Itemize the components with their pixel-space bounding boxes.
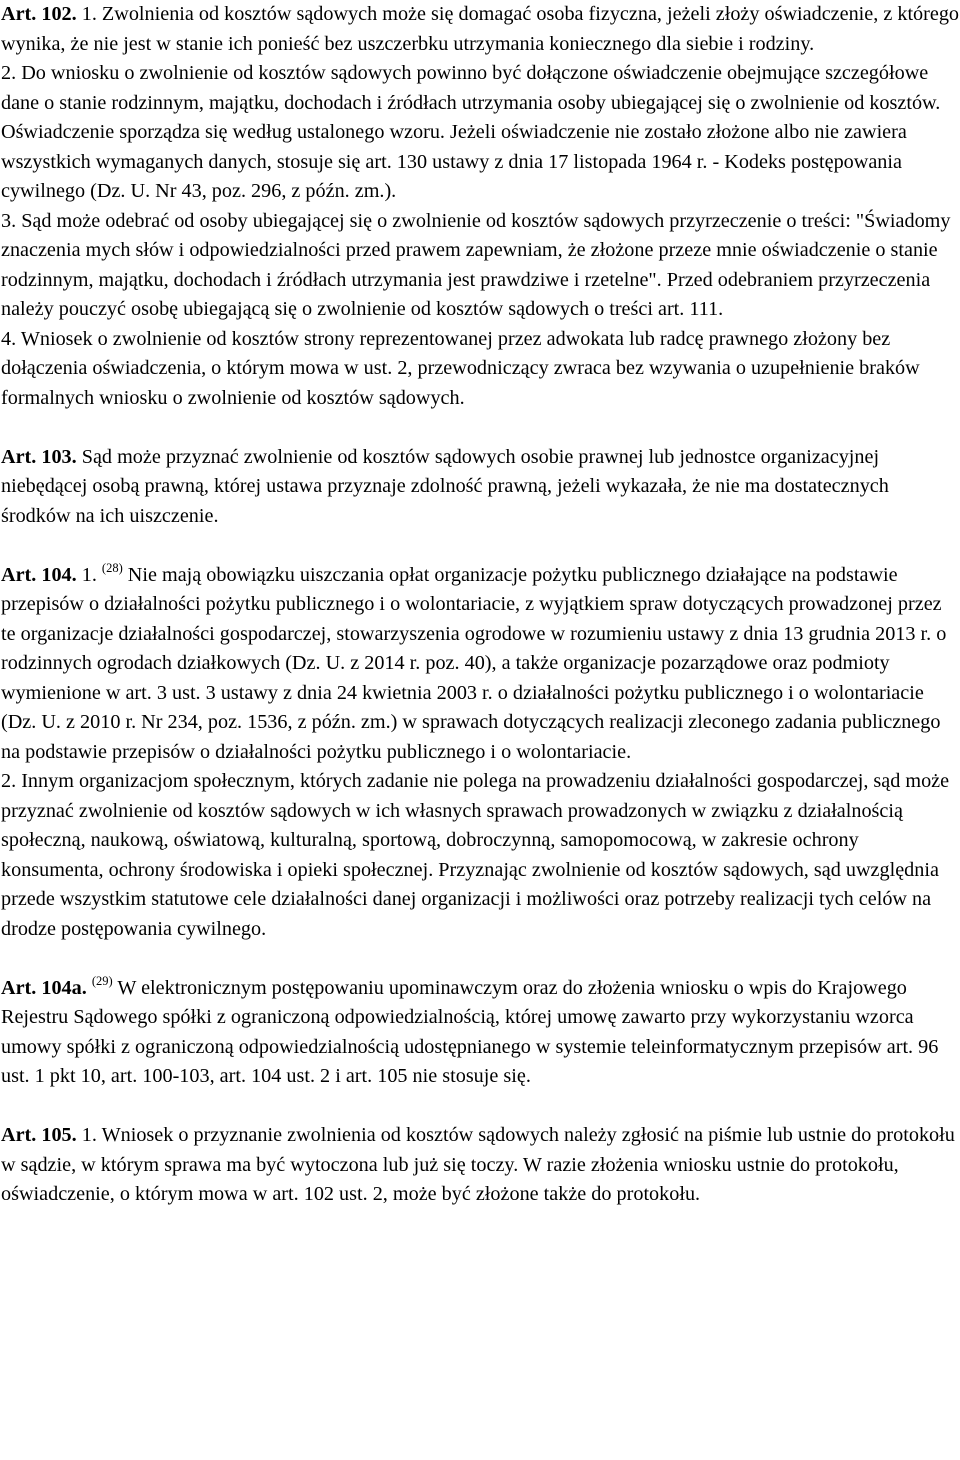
art-102-paragraph-4 xyxy=(1,325,959,414)
paragraph-text: Wniosek o przyznanie zwolnienia od kosztów sądowych należy zgłosić na piśmie lub ustnie do protokołu w sądzie, w którym sprawa ma być wytoczona lub już się toczy. W razie złożenia wniosku ustnie do protokołu, oświadczenie, o którym mowa w art. 102 ust. 2, może być złożone także do protokołu. xyxy=(1,1124,955,1205)
art-102-paragraph-2 xyxy=(1,59,959,207)
art-103-paragraph xyxy=(1,443,959,532)
footnote-marker: (29) xyxy=(91,973,113,988)
paragraph-text: Wniosek o zwolnienie od kosztów strony reprezentowanej przez adwokata lub radcę prawnego złożony bez dołączenia oświadczenia, o którym mowa w ust. 2, przewodniczący zwraca bez wzywania o uzupełnienie braków formalnych wniosku o zwolnienie od kosztów sądowych. xyxy=(1,327,920,409)
art-104-paragraph-2 xyxy=(1,767,959,944)
paragraph-number: 2. xyxy=(1,62,17,84)
art-104a-paragraph xyxy=(1,974,959,1092)
paragraph-number: 1. xyxy=(81,563,97,586)
article-label: Art. 105. xyxy=(1,1124,77,1146)
article-label: Art. 102. xyxy=(1,3,77,25)
paragraph-text: W elektronicznym postępowaniu upominawczym oraz do złożenia wniosku o wpis do Krajowego Rejestru Sądowego spółki z ograniczoną odpowiedzialnością, której umowę zawarto przy wykorzystaniu wzorca umowy spółki z ograniczoną odpowiedzialnością udostępnianego w systemie teleinformatycznym przepisów art. 96 ust. 1 pkt 10, art. 100-103, art. 104 ust. 2 i art. 105 nie stosuje się. xyxy=(1,976,939,1087)
article-label: Art. 104a. xyxy=(1,976,87,999)
paragraph-text: Do wniosku o zwolnienie od kosztów sądowych powinno być dołączone oświadczenie obejmujące szczegółowe dane o stanie rodzinnym, majątku, dochodach i źródłach utrzymania osoby ubiegającej się o zwolnienie od kosztów. Oświadczenie sporządza się według ustalonego wzoru. Jeżeli oświadczenie nie zostało złożone albo nie zawiera wszystkich wymaganych danych, stosuje się art. 130 ustawy z dnia 17 listopada 1964 r. - Kodeks postępowania cywilnego (Dz. U. Nr 43, poz. 296, z późn. zm.). xyxy=(1,62,941,202)
art-102-paragraph-1 xyxy=(1,0,959,59)
art-102-paragraph-3 xyxy=(1,207,959,325)
paragraph-number: 4. xyxy=(1,327,17,350)
article-label: Art. 103. xyxy=(1,445,77,468)
paragraph-text: Sąd może przyznać zwolnienie od kosztów sądowych osobie prawnej lub jednostce organizacyjnej niebędącej osobą prawną, której ustawa przyznaje zdolność prawną, jeżeli wykazała, że nie ma dostatecznych środków na ich uiszczenie. xyxy=(1,445,889,527)
document-page xyxy=(1,0,959,1210)
footnote-marker: (28) xyxy=(101,560,123,575)
paragraph-text: Sąd może odebrać od osoby ubiegającej się o zwolnienie od kosztów sądowych przyrzeczenie o treści: "Świadomy znaczenia mych słów i odpowiedzialności przed prawem zapewniam, że złożone przeze mnie oświadczenie o stanie rodzinnym, majątku, dochodach i źródłach utrzymania jest prawdziwe i rzetelne". Przed odebraniem przyrzeczenia należy pouczyć osobę ubiegającą się o zwolnienie od kosztów sądowych o treści art. 111. xyxy=(1,209,951,320)
spacer xyxy=(1,531,959,561)
paragraph-text: Zwolnienia od kosztów sądowych może się domagać osoba fizyczna, jeżeli złoży oświadczenie, z którego wynika, że nie jest w stanie ich ponieść bez uszczerbku utrzymania koniecznego dla siebie i rodziny. xyxy=(1,3,960,55)
article-label: Art. 104. xyxy=(1,563,77,586)
spacer xyxy=(1,944,959,974)
paragraph-number: 1. xyxy=(81,1124,97,1146)
paragraph-number: 1. xyxy=(81,3,97,25)
paragraph-text: Innym organizacjom społecznym, których zadanie nie polega na prowadzeniu działalności gospodarczej, sąd może przyznać zwolnienie od kosztów sądowych w ich własnych sprawach prowadzonych w związku z działalnością społeczną, naukową, oświatową, kulturalną, sportową, dobroczynną, samopomocową, w zakresie ochrony konsumenta, ochrony środowiska i opieki społecznej. Przyznając zwolnienie od kosztów sądowych, sąd uwzględnia przede wszystkim statutowe cele działalności danej organizacji i możliwości oraz potrzeby realizacji tych celów na drodze postępowania cywilnego. xyxy=(1,770,950,940)
paragraph-number: 2. xyxy=(1,770,17,792)
paragraph-number: 3. xyxy=(1,209,17,232)
art-105-paragraph-1 xyxy=(1,1121,959,1210)
spacer xyxy=(1,413,959,443)
paragraph-text: Nie mają obowiązku uiszczania opłat organizacje pożytku publicznego działające na podstawie przepisów o działalności pożytku publicznego i o wolontariacie, z wyjątkiem spraw dotyczących prowadzonej przez te organizacje działalności gospodarczej, stowarzyszenia ogrodowe w rozumieniu ustawy z dnia 13 grudnia 2013 r. o rodzinnych ogrodach działkowych (Dz. U. z 2014 r. poz. 40), a także organizacje pozarządowe oraz podmioty wymienione w art. 3 ust. 3 ustawy z dnia 24 kwietnia 2003 r. o działalności pożytku publicznego i o wolontariacie (Dz. U. z 2010 r. Nr 234, poz. 1536, z późn. zm.) w sprawach dotyczących realizacji zleconego zadania publicznego na podstawie przepisów o działalności pożytku publicznego i o wolontariacie. xyxy=(1,563,947,763)
art-104-paragraph-1 xyxy=(1,561,959,768)
spacer xyxy=(1,1092,959,1122)
